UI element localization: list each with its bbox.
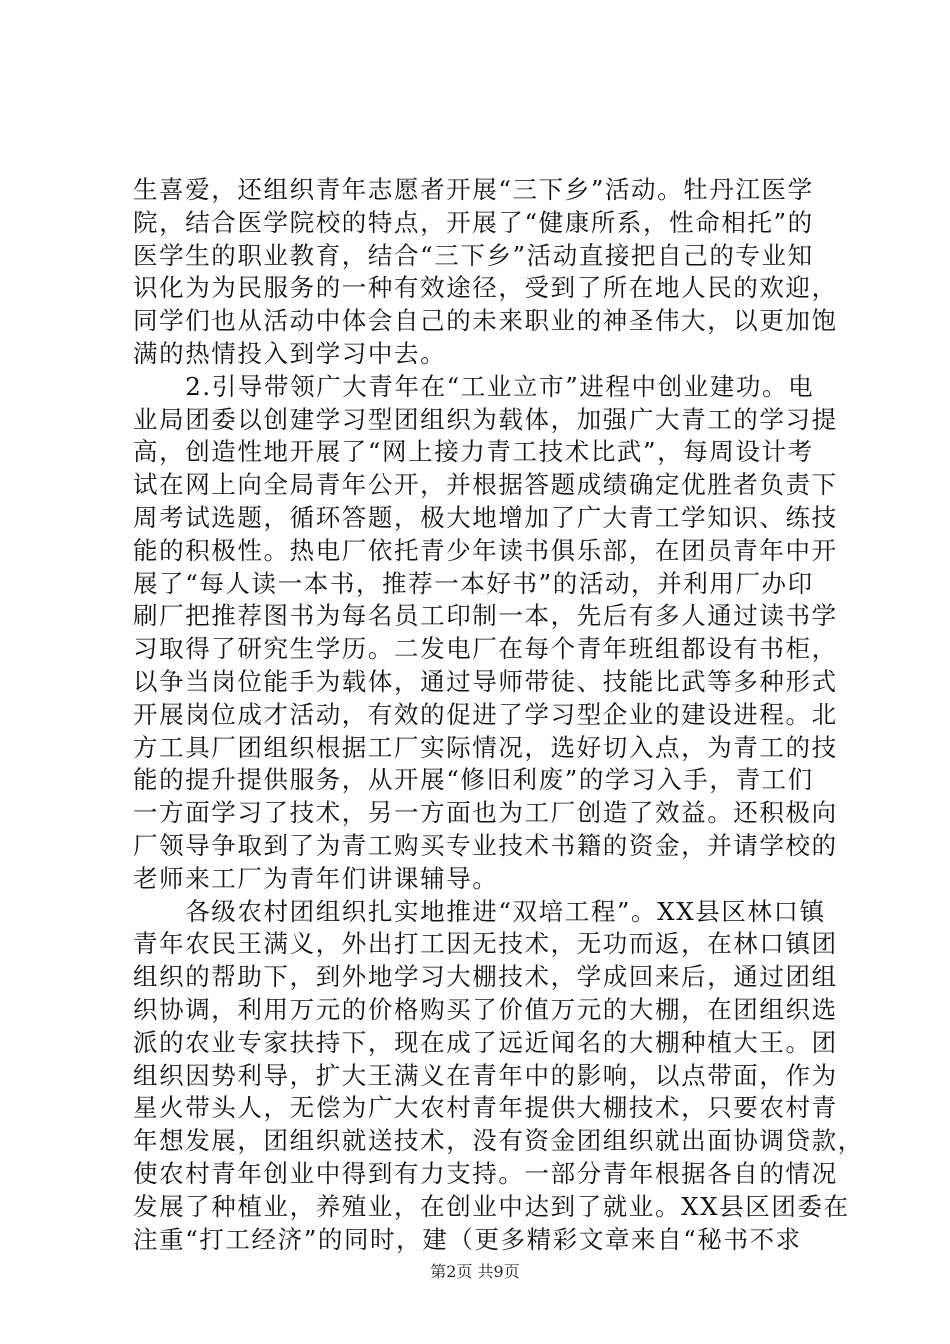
body-text bbox=[133, 174, 864, 1256]
text-line: 识化为为民服务的一种有效途径，受到了所在地人民的欢迎， bbox=[133, 273, 838, 303]
text-line: 组织因势利导，扩大王满义在青年中的影响，以点带面，作为 bbox=[133, 1060, 838, 1090]
text-line: 各级农村团组织扎实地推进“双培工程”。XX县区林口镇 bbox=[133, 896, 826, 926]
text-line: 业局团委以创建学习型团组织为载体，加强广大青工的学习提 bbox=[133, 404, 838, 434]
text-line: 能的提升提供服务，从开展“修旧利废”的学习入手，青工们 bbox=[133, 765, 814, 795]
text-line: 开展岗位成才活动，有效的促进了学习型企业的建设进程。北 bbox=[133, 699, 838, 729]
text-line: 注重“打工经济”的同时，建（更多精彩文章来自“秘书不求 bbox=[133, 1224, 802, 1254]
text-line: 以争当岗位能手为载体，通过导师带徒、技能比武等多种形式 bbox=[133, 666, 838, 696]
text-line: 刷厂把推荐图书为每名员工印制一本，先后有多人通过读书学 bbox=[133, 601, 838, 631]
text-line: 2.引导带领广大青年在“工业立市”进程中创业建功。电 bbox=[133, 371, 815, 401]
text-line: 使农村青年创业中得到有力支持。一部分青年根据各自的情况 bbox=[133, 1158, 838, 1188]
text-line: 青年农民王满义，外出打工因无技术，无功而返，在林口镇团 bbox=[133, 929, 838, 959]
text-line: 织协调，利用万元的价格购买了价值万元的大棚，在团组织选 bbox=[133, 994, 838, 1024]
text-line: 派的农业专家扶持下，现在成了远近闻名的大棚种植大王。团 bbox=[133, 1027, 838, 1057]
text-line: 周考试选题，循环答题，极大地增加了广大青工学知识、练技 bbox=[133, 502, 838, 532]
text-line: 满的热情投入到学习中去。 bbox=[133, 338, 447, 368]
text-line: 组织的帮助下，到外地学习大棚技术，学成回来后，通过团组 bbox=[133, 962, 838, 992]
text-line: 发展了种植业，养殖业，在创业中达到了就业。XX县区团委在 bbox=[133, 1191, 850, 1221]
text-line: 一方面学习了技术，另一方面也为工厂创造了效益。还积极向 bbox=[133, 798, 838, 828]
text-line: 生喜爱，还组织青年志愿者开展“三下乡”活动。牡丹江医学 bbox=[133, 175, 814, 204]
text-line: 老师来工厂为青年们讲课辅导。 bbox=[133, 863, 499, 893]
page-number-footer: 第2页 共9页 bbox=[430, 1262, 520, 1281]
text-line: 展了“每人读一本书，推荐一本好书”的活动，并利用厂办印 bbox=[133, 568, 814, 598]
text-line: 同学们也从活动中体会自己的未来职业的神圣伟大，以更加饱 bbox=[133, 306, 838, 336]
text-line: 试在网上向全局青年公开，并根据答题成绩确定优胜者负责下 bbox=[133, 470, 838, 500]
text-line: 院，结合医学院校的特点，开展了“健康所系，性命相托”的 bbox=[133, 207, 814, 237]
text-line: 厂领导争取到了为青工购买专业技术书籍的资金，并请学校的 bbox=[133, 830, 838, 860]
text-line: 方工具厂团组织根据工厂实际情况，选好切入点，为青工的技 bbox=[133, 732, 838, 762]
text-line: 年想发展，团组织就送技术，没有资金团组织就出面协调贷款， bbox=[133, 1126, 864, 1156]
text-line: 医学生的职业教育，结合“三下乡”活动直接把自己的专业知 bbox=[133, 240, 814, 270]
text-line: 星火带头人，无偿为广大农村青年提供大棚技术，只要农村青 bbox=[133, 1093, 838, 1123]
text-line: 习取得了研究生学历。二发电厂在每个青年班组都设有书柜， bbox=[133, 634, 838, 664]
text-line: 高，创造性地开展了“网上接力青工技术比武”，每周设计考 bbox=[133, 437, 814, 467]
text-line: 能的积极性。热电厂依托青少年读书俱乐部，在团员青年中开 bbox=[133, 535, 838, 565]
